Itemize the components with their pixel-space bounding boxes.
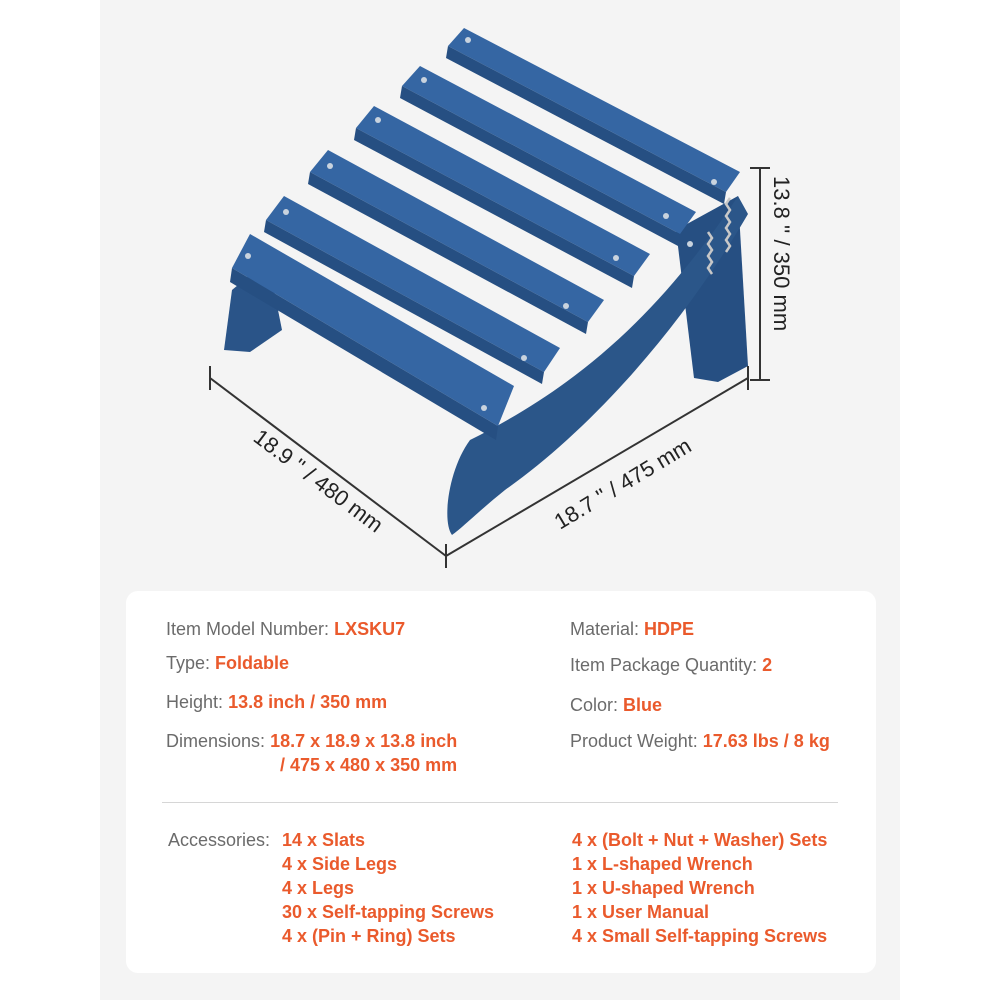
height-dimension-label: 13.8 '' / 350 mm	[769, 176, 794, 332]
spec-model-label: Item Model Number:	[166, 619, 330, 639]
spec-height-value: 13.8 inch / 350 mm	[228, 692, 388, 712]
list-item: 1 x L-shaped Wrench	[572, 854, 753, 874]
depth-dimension-label: 18.9 '' / 480 mm	[248, 424, 388, 538]
spec-package-qty-label: Item Package Quantity:	[570, 655, 758, 675]
spec-dimensions	[166, 729, 457, 753]
spec-dimensions-label: Dimensions:	[166, 731, 266, 751]
list-item: 4 x Legs	[282, 878, 355, 898]
spec-color	[570, 693, 662, 717]
list-item: 4 x Small Self-tapping Screws	[572, 926, 828, 946]
spec-package-qty-value: 2	[762, 655, 773, 675]
spec-color-label: Color:	[570, 695, 619, 715]
depth-dimension-line	[210, 378, 446, 556]
spec-type-value: Foldable	[215, 653, 290, 673]
width-dimension-label: 18.7 '' / 475 mm	[549, 432, 696, 535]
spec-card	[126, 591, 876, 973]
spec-dimensions-line2	[280, 753, 457, 777]
spec-dimensions-value-1: 18.7 x 18.9 x 13.8 inch	[270, 731, 458, 751]
list-item: 14 x Slats	[282, 830, 366, 850]
spec-material-label: Material:	[570, 619, 640, 639]
list-item: 4 x (Bolt + Nut + Washer) Sets	[572, 830, 828, 850]
spec-color-value: Blue	[623, 695, 663, 715]
list-item: 1 x User Manual	[572, 902, 710, 922]
spec-weight	[570, 729, 830, 753]
spec-material	[570, 617, 694, 641]
ottoman-slats	[230, 28, 740, 440]
spec-dimensions-value-2: / 475 x 480 x 350 mm	[280, 755, 458, 775]
spec-height	[166, 690, 387, 714]
list-item: 4 x (Pin + Ring) Sets	[282, 926, 456, 946]
accessories-right-list	[572, 828, 827, 948]
spec-type-label: Type:	[166, 653, 211, 673]
spec-material-value: HDPE	[644, 619, 695, 639]
spec-package-qty	[570, 653, 772, 677]
list-item: 1 x U-shaped Wrench	[572, 878, 755, 898]
accessories-left-list	[282, 828, 494, 948]
spec-type	[166, 651, 289, 675]
list-item: 4 x Side Legs	[282, 854, 398, 874]
spec-divider	[162, 802, 838, 803]
list-item: 30 x Self-tapping Screws	[282, 902, 495, 922]
spec-weight-label: Product Weight:	[570, 731, 698, 751]
spec-height-label: Height:	[166, 692, 224, 712]
accessories-label: Accessories:	[168, 830, 271, 850]
spec-model	[166, 617, 405, 641]
spec-model-value: LXSKU7	[334, 619, 406, 639]
spec-weight-value: 17.63 lbs / 8 kg	[702, 731, 830, 751]
